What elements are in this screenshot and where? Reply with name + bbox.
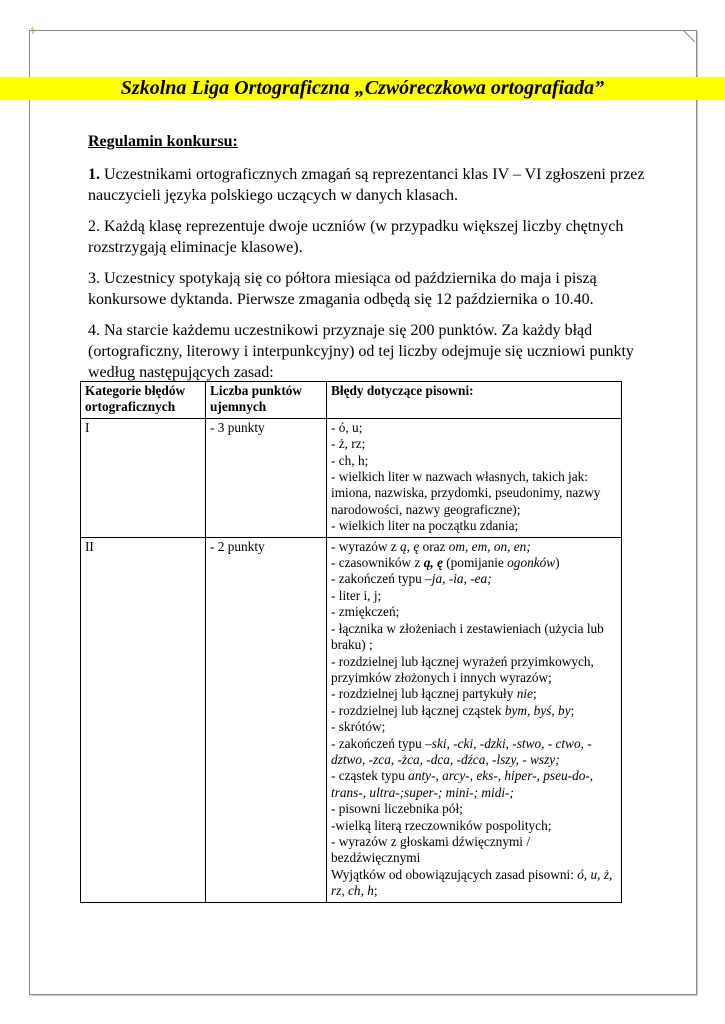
error-item: - wielkich liter w nazwach własnych, takich jak: imiona, nazwiska, przydomki, pseudonimy, nazwy narodowości, nazwy geograficzne); xyxy=(331,469,601,517)
error-item: - czasowników z ą, ę (pomijanie ogonków) xyxy=(331,555,560,571)
corner-symbol-icon: ⚕ xyxy=(30,26,36,37)
document-title: Szkolna Liga Ortograficzna „Czwóreczkowa ortografiada” xyxy=(0,77,725,100)
paragraph-text: Uczestnikami ortograficznych zmagań są reprezentanci klas IV – VI zgłoszeni przez nauczycieli języka polskiego uczących w danych klasach. xyxy=(88,166,645,204)
errors-cell xyxy=(327,418,622,537)
table-row xyxy=(81,537,622,902)
regulations-heading: Regulamin konkursu: xyxy=(88,133,238,150)
paragraph-3 xyxy=(88,268,648,310)
error-item: - wyrazów z głoskami dźwięcznymi / bezdźwięcznymi xyxy=(331,833,531,866)
error-item: - rozdzielnej lub łącznej cząstek bym, byś, by; xyxy=(331,702,575,718)
scoring-table xyxy=(80,381,622,903)
paragraph-number: 3. xyxy=(88,270,100,287)
points-cell: - 2 punkty xyxy=(206,537,327,902)
paragraph-text: Na starcie każdemu uczestnikowi przyznaje się 200 punktów. Za każdy błąd (ortograficzny, literowy i interpunkcyjny) od tej liczby odejmuje się uczniowi punkty według następujących zasad: xyxy=(88,322,634,381)
error-item: - skrótów; xyxy=(331,719,386,735)
error-item: - liter i, j; xyxy=(331,587,382,603)
page-fold-corner xyxy=(683,30,695,42)
regulations-body xyxy=(88,131,648,393)
error-item: - ch, h; xyxy=(331,452,369,468)
errors-cell xyxy=(327,537,622,902)
error-item: - rozdzielnej lub łącznej partykuły nie; xyxy=(331,686,537,702)
paragraph-2 xyxy=(88,216,648,258)
error-item: - zakończeń typu –ja, -ia, -ea; xyxy=(331,571,492,587)
points-cell: - 3 punkty xyxy=(206,418,327,537)
error-item: - zakończeń typu –ski, -cki, -dzki, -stwo, - ctwo, -dztwo, -zca, -żca, -dca, -dźca, -lszy, - wszy; xyxy=(331,735,592,767)
category-cell: I xyxy=(81,418,206,537)
paragraph-1 xyxy=(88,164,648,206)
paragraph-text: Każdą klasę reprezentuje dwoje uczniów (w przypadku większej liczby chętnych rozstrzygają eliminacje klasowe). xyxy=(88,218,624,256)
error-item: - ż, rz; xyxy=(331,436,366,452)
column-header-category: Kategorie błędów ortograficznych xyxy=(81,382,206,419)
column-header-points: Liczba punktów ujemnych xyxy=(206,382,327,419)
paragraph-4 xyxy=(88,320,648,383)
column-header-errors: Błędy dotyczące pisowni: xyxy=(327,382,622,419)
error-item: - zmiękczeń; xyxy=(331,604,400,620)
error-item: - wyrazów z ą, ę oraz om, em, on, en; xyxy=(331,538,531,554)
error-item: - rozdzielnej lub łącznej wyrażeń przyimkowych, przyimków złożonych i innych wyrazów; xyxy=(331,653,594,685)
paragraph-number: 1. xyxy=(88,166,100,183)
error-item: -wielką literą rzeczowników pospolitych; xyxy=(331,817,552,833)
paragraph-number: 2. xyxy=(88,218,100,235)
table-row xyxy=(81,418,622,537)
error-item: - wielkich liter na początku zdania; xyxy=(331,518,519,534)
error-item: - ó, u; xyxy=(331,419,363,435)
table-header-row xyxy=(81,382,622,419)
error-item: - cząstek typu anty-, arcy-, eks-, hiper-, pseu-do-, trans-, ultra-;super-; mini-; midi-; xyxy=(331,768,594,800)
paragraph-number: 4. xyxy=(88,322,100,339)
error-item: Wyjątków od obowiązujących zasad pisowni: ó, u, ż, rz, ch, h; xyxy=(331,866,613,899)
category-cell: II xyxy=(81,537,206,902)
error-item: - pisowni liczebnika pół; xyxy=(331,801,463,817)
paragraph-text: Uczestnicy spotykają się co półtora miesiąca od października do maja i piszą konkursowe dyktanda. Pierwsze zmagania odbędą się 12 października o 10.40. xyxy=(88,270,597,308)
error-item: - łącznika w złożeniach i zestawieniach (użycia lub braku) ; xyxy=(331,620,604,653)
